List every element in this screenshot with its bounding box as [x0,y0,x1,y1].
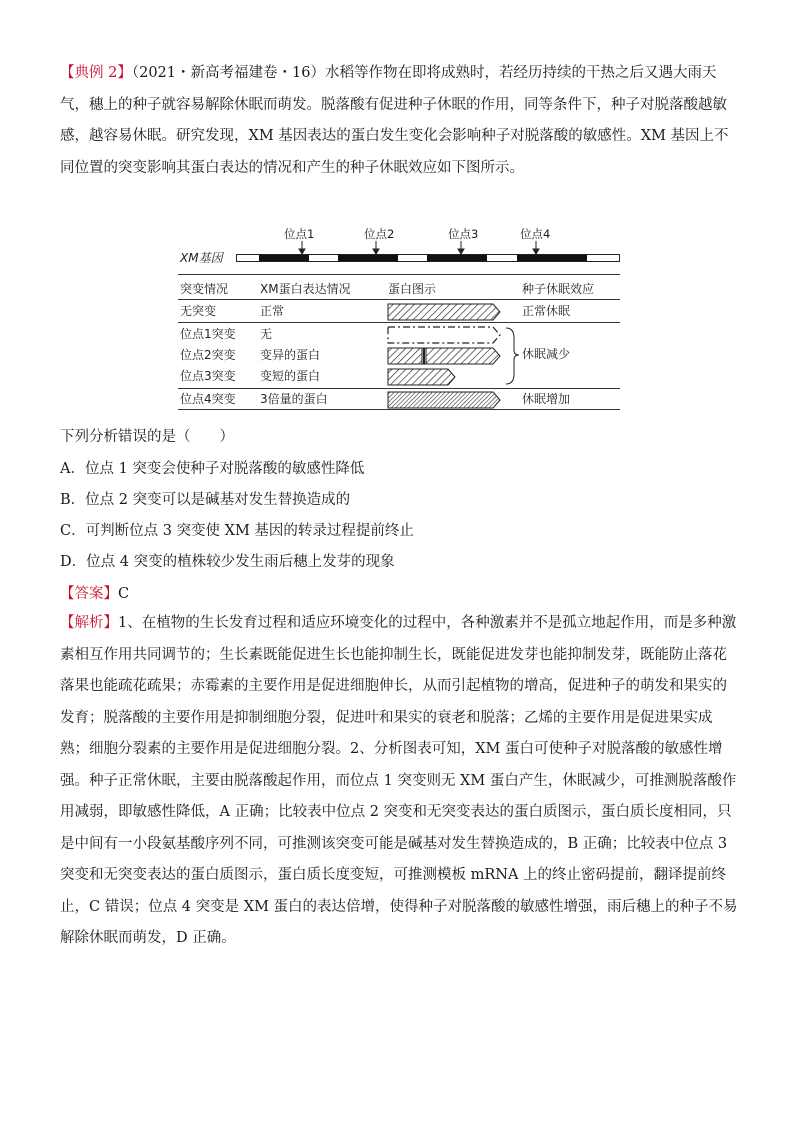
row-mutation-3: 位点3突变 [180,369,236,383]
analysis-paragraph [60,608,740,955]
option-b: B．位点 2 突变可以是碱基对发生替换造成的 [60,492,351,508]
row-expression-0: 正常 [260,304,285,318]
row-mutation-2: 位点2突变 [180,348,236,362]
header-dormancy-effect: 种子休眠效应 [522,282,595,296]
analysis-tag: 【解析】 [60,615,118,631]
row-expression-4: 3倍量的蛋白 [260,392,328,406]
answer-tag: 【答案】 [60,586,118,602]
question-source: （2021・新高考福建卷・16） [131,65,325,81]
row-effect-4: 休眠增加 [522,392,571,406]
protein-site1-none [388,327,500,343]
analysis-text: 1、在植物的生长发育过程和适应环境变化的过程中，各种激素并不是孤立地起作用，而是多种激素相互作用共同调节的；生长素既能促进生长也能抑制生长，既能促进发芽也能抑制发芽，既能防止落花落果也能疏花疏果；赤霉素的主要作用是促进细胞伸长，从而引起植物的增高，促进种子的萌发和果实的发育；脱落酸的主要作用是抑制细胞分裂，促进叶和果实的衰老和脱落；乙烯的主要作用是促进果实成熟；细胞分裂素的主要作用是促进细胞分裂。2、分析图表可知，XM 蛋白可使种子对脱落酸的敏感性增强。种子正常休眠，主要由脱落酸起作用，而位点 1 突变则无 XM 蛋白产生，休眠减少，可推测脱落酸作用减弱，即敏感性降低，A 正确；比较表中位点 2 突变和无突变表达的蛋白质图示，蛋白质长度相同，只是中间有一小段氨基酸序列不同，可推测该突变可能是碱基对发生替换造成的，B 正确；比较表中位点 3 突变和无突变表达的蛋白质图示，蛋白质长度变短，可推测模板 mRNA 上的终止密码提前，翻译提前终止，C 错误；位点 4 突变是 XM 蛋白的表达倍增，使得种子对脱落酸的敏感性增强，雨后穗上的种子不易解除休眠而萌发，D 正确。 [60,615,738,946]
site-label-4: 位点4 [520,227,551,241]
question-text: 水稻等作物在即将成熟时，若经历持续的干热之后又遇大雨天气，穗上的种子就容易解除休眠而萌发。脱落酸有促进种子休眠的作用，同等条件下，种子对脱落酸越敏感，越容易休眠。研究发现，XM 基因表达的蛋白发生变化会影响种子对脱落酸的敏感性。XM 基因上不同位置的突变影响其蛋白表达的情况和产生的种子休眠效应如下图所示。 [60,65,729,176]
protein-site2-variant [388,348,500,364]
protein-site3-short [388,369,455,385]
site-label-1: 位点1 [284,227,315,241]
option-a: A．位点 1 突变会使种子对脱落酸的敏感性降低 [60,461,365,477]
answer-line [60,584,129,604]
gene-label: XM基因 [180,251,223,265]
row-expression-3: 变短的蛋白 [260,369,321,383]
site-label-3: 位点3 [448,227,479,241]
question-prompt: 下列分析错误的是（ ） [60,429,234,445]
row-expression-2: 变异的蛋白 [260,348,321,362]
option-c: C．可判断位点 3 突变使 XM 基因的转录过程提前终止 [60,523,414,539]
protein-diagrams [178,222,624,412]
header-protein-diagram: 蛋白图示 [388,282,437,296]
header-mutation: 突变情况 [180,282,229,296]
protein-site4-triple [388,392,500,408]
question-paragraph [60,58,740,184]
dormancy-bracket [506,328,519,384]
question-tag: 【典例 2】 [60,65,132,81]
protein-normal [388,304,500,320]
row-mutation-0: 无突变 [180,304,217,318]
option-d: D．位点 4 突变的植株较少发生雨后穗上发芽的现象 [60,554,395,570]
gene-mutation-figure [178,222,624,412]
answer-value: C [118,586,130,602]
row-expression-1: 无 [260,327,273,341]
row-effect-0: 正常休眠 [522,304,571,318]
row-mutation-1: 位点1突变 [180,327,236,341]
header-expression: XM蛋白表达情况 [260,282,351,296]
bracket-effect: 休眠减少 [522,347,571,361]
row-mutation-4: 位点4突变 [180,392,236,406]
site-label-2: 位点2 [364,227,395,241]
